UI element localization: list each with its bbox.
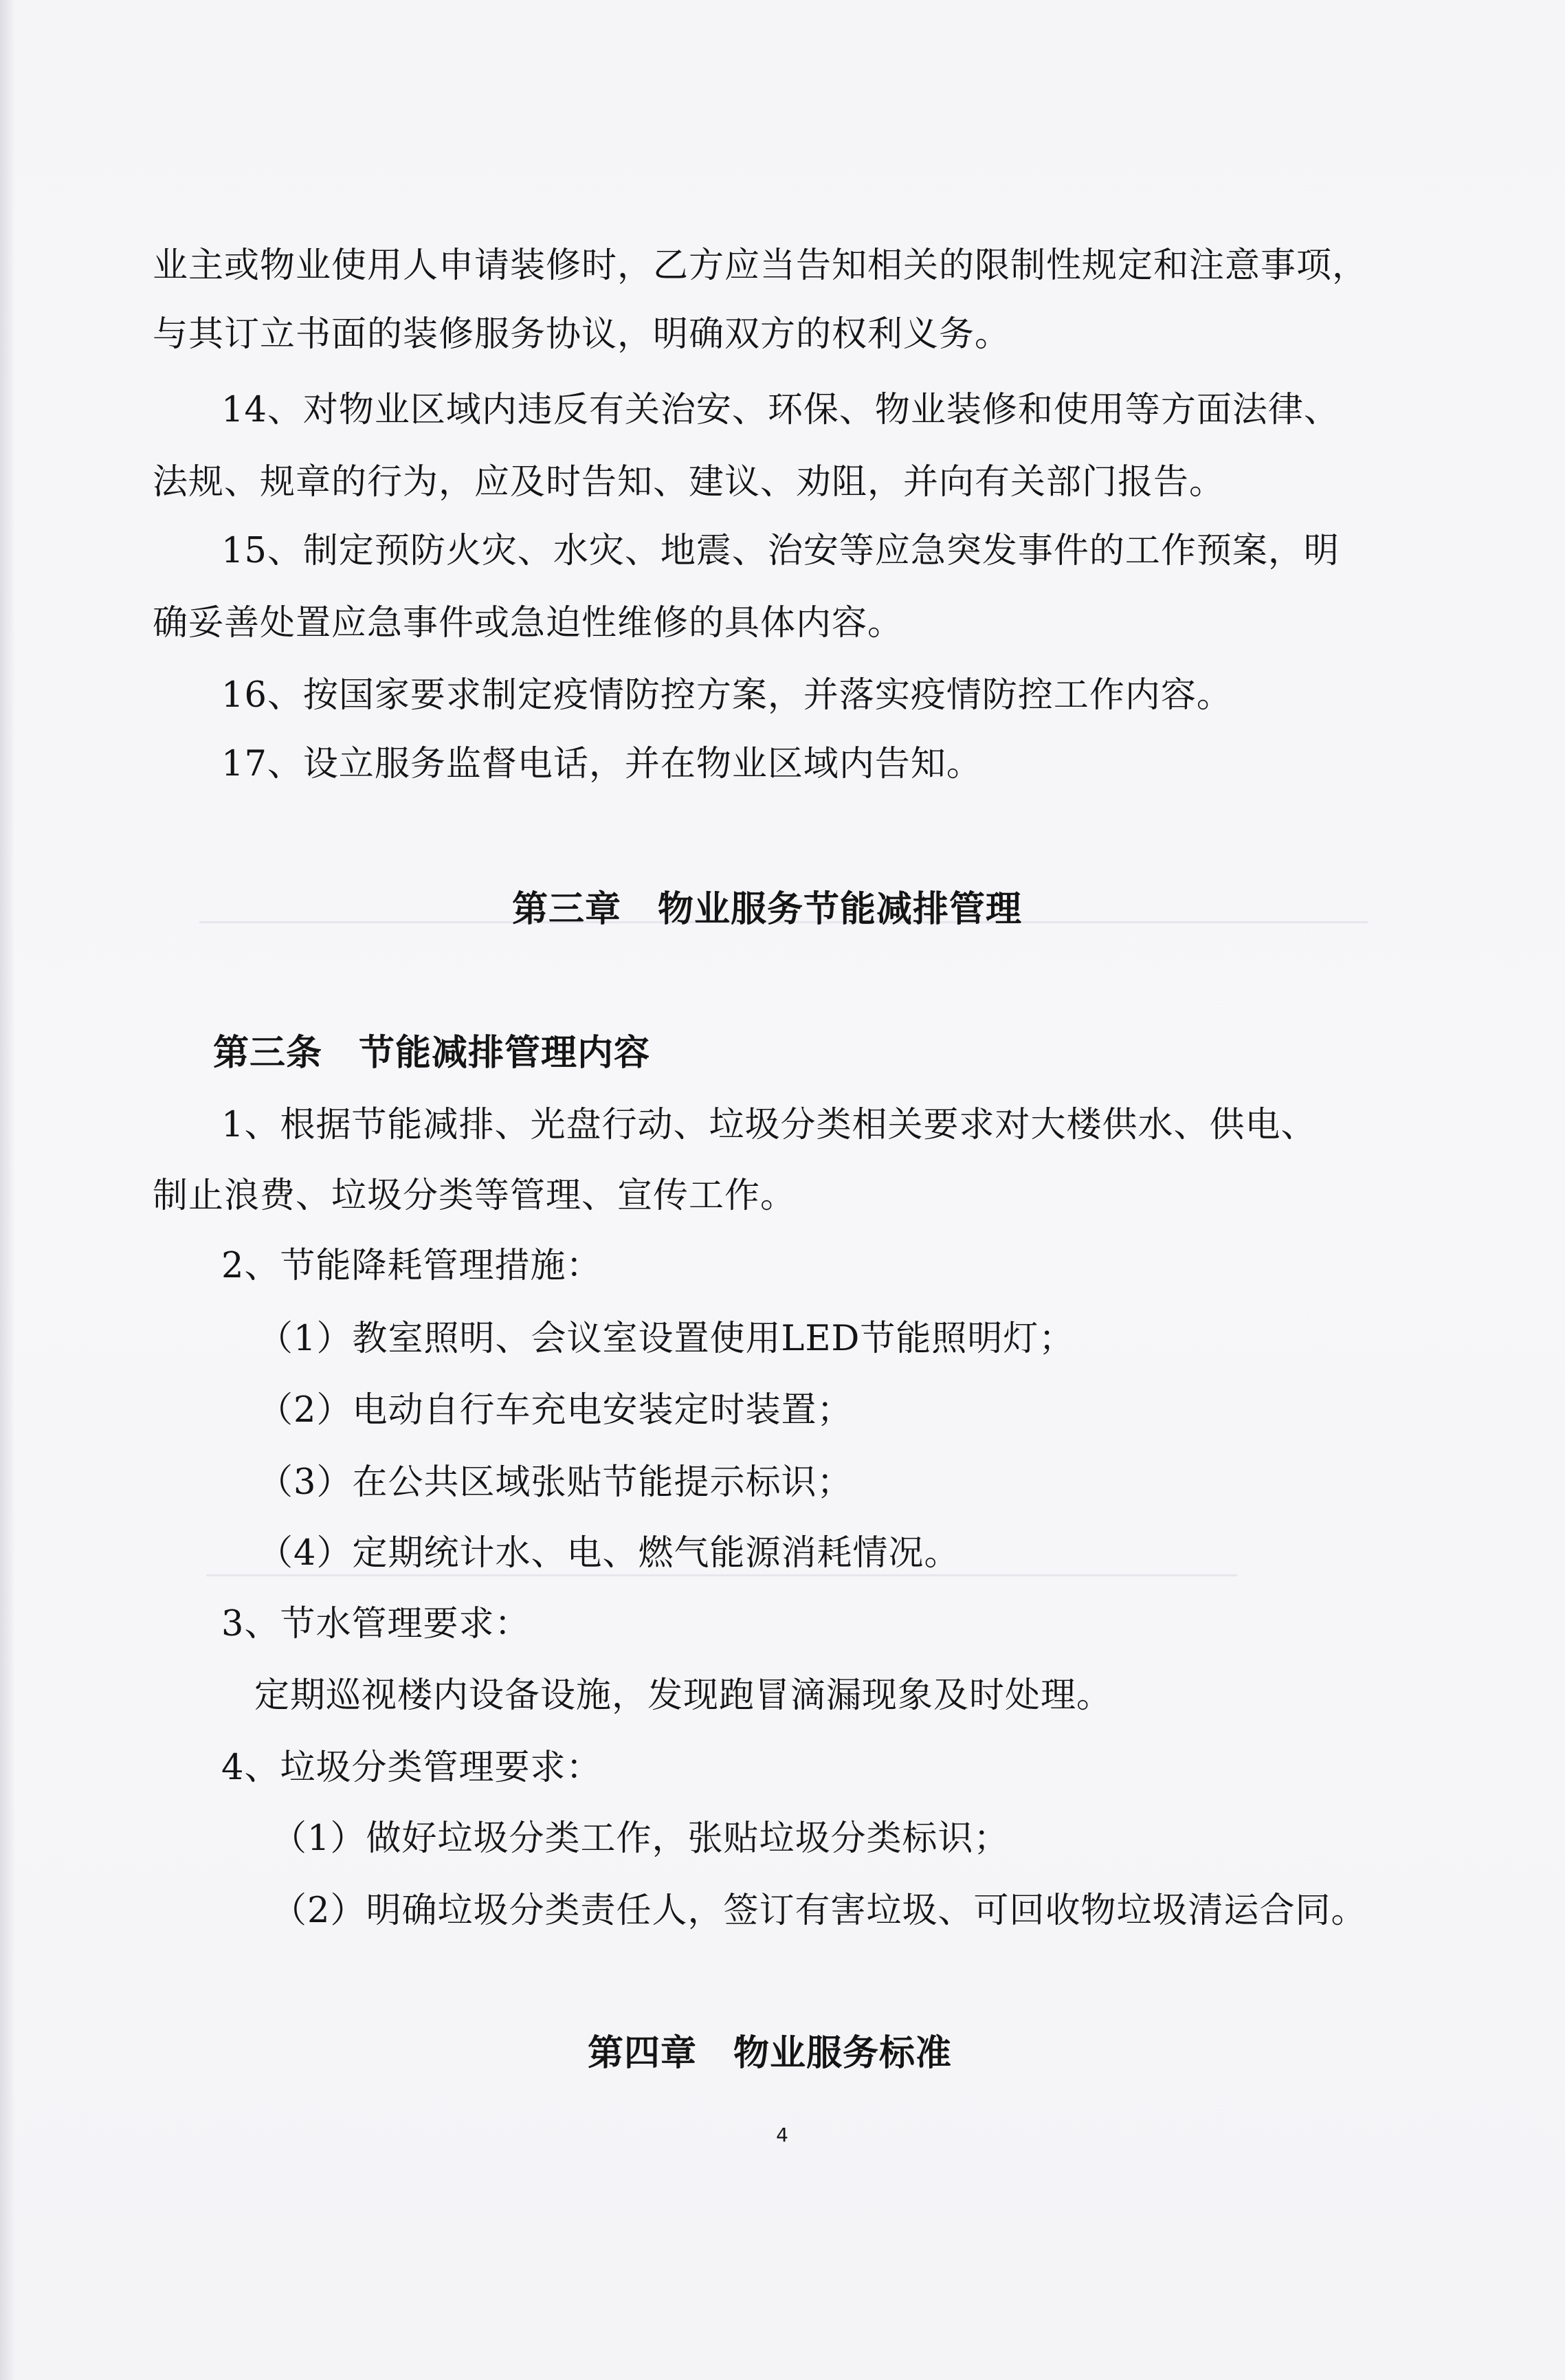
paragraph-line: 2、节能降耗管理措施： bbox=[221, 1246, 602, 1286]
list-item: （2）电动自行车充电安装定时装置； bbox=[258, 1390, 853, 1431]
paragraph-line: 4、垃圾分类管理要求： bbox=[221, 1748, 602, 1788]
paragraph-line: 法规、规章的行为，应及时告知、建议、劝阻，并向有关部门报告。 bbox=[153, 462, 1225, 503]
paragraph-line: 15、制定预防火灾、水灾、地震、治安等应急突发事件的工作预案，明 bbox=[221, 531, 1340, 571]
paragraph-line: 确妥善处置应急事件或急迫性维修的具体内容。 bbox=[153, 603, 904, 643]
paragraph-line: 3、节水管理要求： bbox=[221, 1604, 531, 1644]
paragraph-line: 14、对物业区域内违反有关治安、环保、物业装修和使用等方面法律、 bbox=[221, 390, 1340, 430]
list-item: （2）明确垃圾分类责任人，签订有害垃圾、可回收物垃圾清运合同。 bbox=[271, 1891, 1367, 1931]
list-item: （1）做好垃圾分类工作，张贴垃圾分类标识； bbox=[271, 1818, 1010, 1859]
paragraph-line: 与其订立书面的装修服务协议，明确双方的权利义务。 bbox=[153, 314, 1011, 355]
paragraph-line: 17、设立服务监督电话，并在物业区域内告知。 bbox=[221, 744, 982, 784]
list-item: （4）定期统计水、电、燃气能源消耗情况。 bbox=[258, 1533, 960, 1574]
chapter-heading: 第四章 物业服务标准 bbox=[588, 2033, 953, 2074]
list-item: （3）在公共区域张贴节能提示标识； bbox=[258, 1462, 853, 1503]
bleed-through-rule bbox=[206, 1574, 1237, 1576]
paragraph-line: 1、根据节能减排、光盘行动、垃圾分类相关要求对大楼供水、供电、 bbox=[221, 1105, 1317, 1145]
paragraph-line: 业主或物业使用人申请装修时，乙方应当告知相关的限制性规定和注意事项， bbox=[153, 245, 1368, 286]
article-heading: 第三条 节能减排管理内容 bbox=[213, 1033, 651, 1074]
paragraph-line: 制止浪费、垃圾分类等管理、宣传工作。 bbox=[153, 1176, 797, 1216]
list-item: （1）教室照明、会议室设置使用LED节能照明灯； bbox=[258, 1319, 1075, 1359]
scan-edge-shadow bbox=[0, 0, 15, 2380]
paragraph-line: 16、按国家要求制定疫情防控方案，并落实疫情防控工作内容。 bbox=[221, 675, 1232, 716]
paragraph-line: 定期巡视楼内设备设施，发现跑冒滴漏现象及时处理。 bbox=[254, 1675, 1113, 1716]
page-number: 4 bbox=[776, 2124, 788, 2146]
chapter-heading: 第三章 物业服务节能减排管理 bbox=[512, 889, 1023, 930]
